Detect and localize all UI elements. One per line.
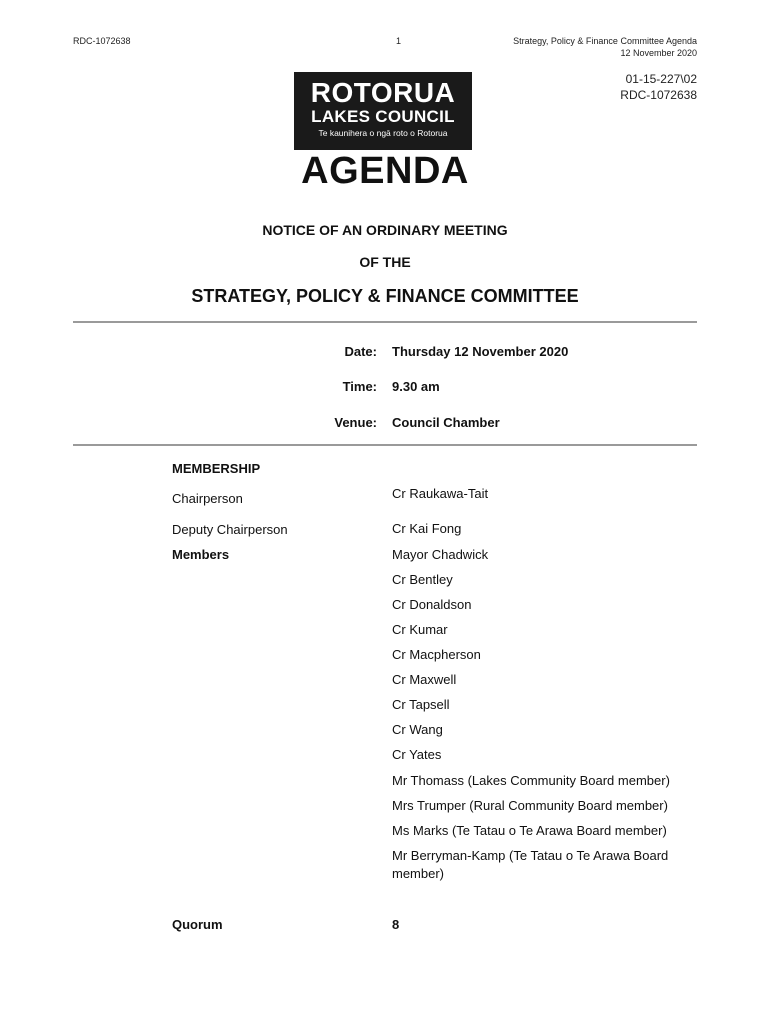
notice-line1: NOTICE OF AN ORDINARY MEETING — [262, 222, 508, 238]
deputy-chair-value: Cr Kai Fong — [392, 521, 462, 536]
header-title-line1: Strategy, Policy & Finance Committee Agenda — [513, 36, 697, 46]
time-value: 9.30 am — [392, 379, 440, 394]
member-list-item: Mr Thomass (Lakes Community Board member) — [392, 773, 670, 788]
doc-reference: RDC-1072638 — [620, 88, 697, 102]
member-list-item: Cr Donaldson — [392, 597, 472, 612]
council-logo — [294, 72, 472, 150]
member-list-item: Cr Maxwell — [392, 672, 457, 687]
member-list-item: Mrs Trumper (Rural Community Board member) — [392, 798, 668, 813]
divider-bottom — [73, 444, 697, 446]
quorum-label: Quorum — [172, 917, 223, 932]
member-list-item: Cr Kumar — [392, 622, 448, 637]
header-title — [513, 35, 697, 59]
member-list-item: Mr Berryman-Kamp (Te Tatau o Te Arawa Board member) — [392, 848, 669, 881]
notice-line2: OF THE — [359, 254, 411, 270]
date-value: Thursday 12 November 2020 — [392, 344, 569, 359]
member-list-item: Mayor Chadwick — [392, 547, 489, 562]
member-list-item: Cr Wang — [392, 722, 443, 737]
member-list-item: Ms Marks (Te Tatau o Te Arawa Board member) — [392, 823, 667, 838]
reference-block — [620, 71, 697, 103]
logo-line2: LAKES COUNCIL — [311, 107, 455, 126]
header-title-line2: 12 November 2020 — [620, 48, 697, 58]
member-list-item: Cr Tapsell — [392, 697, 450, 712]
time-label: Time: — [342, 379, 377, 394]
deputy-chair-label: Deputy Chairperson — [172, 522, 288, 537]
member-list-item: Cr Yates — [392, 747, 442, 762]
divider-top — [73, 321, 697, 323]
agenda-title: AGENDA — [301, 150, 469, 192]
quorum-value: 8 — [392, 917, 400, 932]
logo-tagline: Te kaunihera o ngā roto o Rotorua — [318, 128, 448, 138]
chairperson-label: Chairperson — [172, 491, 243, 506]
header-doc-id: RDC-1072638 — [73, 36, 131, 46]
header-page-number: 1 — [396, 36, 402, 46]
date-label: Date: — [344, 344, 377, 359]
file-reference: 01-15-227\02 — [625, 72, 697, 86]
membership-heading: MEMBERSHIP — [172, 461, 261, 476]
members-label: Members — [172, 547, 230, 562]
committee-name: STRATEGY, POLICY & FINANCE COMMITTEE — [191, 286, 579, 306]
member-list-item: Cr Macpherson — [392, 647, 481, 662]
venue-value: Council Chamber — [392, 415, 500, 430]
chairperson-value: Cr Raukawa-Tait — [392, 486, 489, 501]
member-list-item: Cr Bentley — [392, 572, 453, 587]
venue-label: Venue: — [334, 415, 377, 430]
logo-line1: ROTORUA — [310, 77, 456, 108]
